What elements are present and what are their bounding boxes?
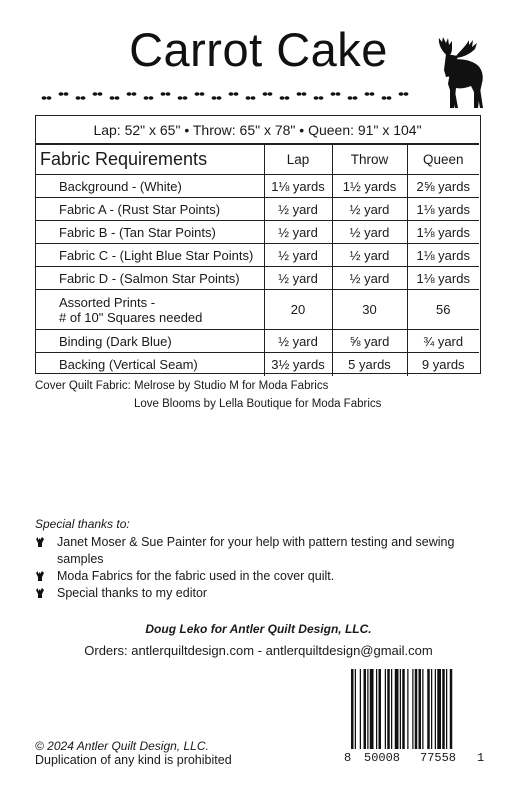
table-row xyxy=(36,175,479,198)
barcode-bar xyxy=(412,669,413,749)
footprint-mark xyxy=(387,96,392,100)
row-lap: ½ yard xyxy=(264,198,332,221)
barcode-bar xyxy=(367,669,368,749)
footprint-mark xyxy=(302,92,307,96)
barcode-bar xyxy=(415,669,418,749)
footprint-mark xyxy=(161,92,166,96)
row-label: Fabric A - (Rust Star Points) xyxy=(36,198,264,221)
barcode-bar xyxy=(387,669,390,749)
footprint-mark xyxy=(42,96,47,100)
thanks-list xyxy=(35,534,455,602)
table-header-label: Fabric Requirements xyxy=(36,145,264,175)
row-lap: 1⅛ yards xyxy=(264,175,332,198)
row-label: Fabric D - (Salmon Star Points) xyxy=(36,267,264,290)
footprint-mark xyxy=(336,92,341,96)
quilt-sizes: Lap: 52" x 65" • Throw: 65" x 78" • Queen: 91" x 104" xyxy=(36,116,479,144)
footprint-mark xyxy=(382,96,387,100)
row-label: Backing (Vertical Seam) xyxy=(36,353,264,376)
barcode-bar xyxy=(446,669,447,749)
barcode-bar xyxy=(402,669,405,749)
footprint-mark xyxy=(246,96,251,100)
footprint-mark xyxy=(365,92,370,96)
footprint-mark xyxy=(166,92,171,96)
barcode-digit-last: 1 xyxy=(477,751,485,765)
footprint-mark xyxy=(127,92,132,96)
barcode xyxy=(351,669,482,749)
row-lap: 20 xyxy=(264,290,332,330)
footprint-mark xyxy=(348,96,353,100)
row-queen: 1⅛ yards xyxy=(407,198,479,221)
barcode-bar xyxy=(351,669,354,749)
antler-bullet-icon xyxy=(35,537,45,547)
footprint-mark xyxy=(64,92,69,96)
table-row xyxy=(36,221,479,244)
footprint-mark xyxy=(263,92,268,96)
footprint-mark xyxy=(93,92,98,96)
barcode-bar xyxy=(450,669,453,749)
list-item xyxy=(35,534,455,568)
table-row xyxy=(36,244,479,267)
row-throw: ⅝ yard xyxy=(332,330,407,353)
barcode-bar xyxy=(355,669,356,749)
footprint-mark xyxy=(234,92,239,96)
cover-fabric-line2: Love Blooms by Lella Boutique for Moda Fabrics xyxy=(134,398,382,410)
barcode-bar xyxy=(370,669,374,749)
footprint-mark xyxy=(200,92,205,96)
row-label: Fabric C - (Light Blue Star Points) xyxy=(36,244,264,267)
row-lap: ½ yard xyxy=(264,244,332,267)
table-row xyxy=(36,198,479,221)
row-throw: ½ yard xyxy=(332,198,407,221)
row-queen: ¾ yard xyxy=(407,330,479,353)
row-label-line2: # of 10" Squares needed xyxy=(59,309,203,325)
row-label: Binding (Dark Blue) xyxy=(36,330,264,353)
footprint-mark xyxy=(47,96,52,100)
footprint-mark xyxy=(110,96,115,100)
barcode-group-right: 77558 xyxy=(420,751,457,765)
row-throw: 5 yards xyxy=(332,353,407,376)
footprint-mark xyxy=(268,92,273,96)
table-header-row xyxy=(36,145,479,175)
thanks-item-text: Special thanks to my editor xyxy=(57,586,208,600)
moose-icon xyxy=(408,36,490,112)
row-label xyxy=(36,290,264,330)
table-row xyxy=(36,330,479,353)
barcode-bar xyxy=(419,669,422,749)
thanks-item-text: Moda Fabrics for the fabric used in the cover quilt. xyxy=(57,569,335,583)
footprint-mark xyxy=(76,96,81,100)
barcode-bar xyxy=(395,669,399,749)
fabric-requirements-box xyxy=(35,115,481,374)
barcode-bar xyxy=(442,669,445,749)
page-title: Carrot Cake xyxy=(129,23,388,76)
footprint-mark xyxy=(81,96,86,100)
row-lap: ½ yard xyxy=(264,267,332,290)
table-header-lap: Lap xyxy=(264,145,332,175)
cover-fabric-line1: Cover Quilt Fabric: Melrose by Studio M for Moda Fabrics xyxy=(35,380,329,392)
fabric-requirements-table xyxy=(36,144,479,376)
footprint-mark xyxy=(353,96,358,100)
footprint-mark xyxy=(217,96,222,100)
footprint-mark xyxy=(251,96,256,100)
barcode-bar xyxy=(364,669,367,749)
footprint-mark xyxy=(212,96,217,100)
footprint-mark xyxy=(370,92,375,96)
thanks-item-text: Janet Moser & Sue Painter for your help with pattern testing and sewing samples xyxy=(57,535,455,566)
row-label: Fabric B - (Tan Star Points) xyxy=(36,221,264,244)
footprint-mark xyxy=(178,96,183,100)
barcode-bar xyxy=(407,669,408,749)
footprint-mark xyxy=(297,92,302,96)
barcode-bar xyxy=(385,669,386,749)
row-throw: ½ yard xyxy=(332,267,407,290)
footprint-mark xyxy=(132,92,137,96)
footprint-track-icon xyxy=(40,90,420,104)
barcode-bar xyxy=(427,669,430,749)
designer-credit: Doug Leko for Antler Quilt Design, LLC. xyxy=(145,622,372,636)
antler-bullet-icon xyxy=(35,588,45,598)
row-queen: 1⅛ yards xyxy=(407,221,479,244)
footprint-mark xyxy=(319,96,324,100)
antler-bullet-icon xyxy=(35,571,45,581)
row-queen: 2⅝ yards xyxy=(407,175,479,198)
footprint-mark xyxy=(331,92,336,96)
barcode-bar xyxy=(422,669,423,749)
barcode-bar xyxy=(431,669,432,749)
table-header-queen: Queen xyxy=(407,145,479,175)
row-lap: ½ yard xyxy=(264,221,332,244)
row-throw: ½ yard xyxy=(332,221,407,244)
footprint-mark xyxy=(195,92,200,96)
table-row xyxy=(36,353,479,376)
barcode-group-left: 50008 xyxy=(364,751,401,765)
row-throw: 30 xyxy=(332,290,407,330)
footprint-mark xyxy=(144,96,149,100)
row-label: Background - (White) xyxy=(36,175,264,198)
barcode-digit-first: 8 xyxy=(344,751,352,765)
barcode-bar xyxy=(391,669,392,749)
row-throw: ½ yard xyxy=(332,244,407,267)
table-row xyxy=(36,290,479,330)
table-header-throw: Throw xyxy=(332,145,407,175)
footprint-mark xyxy=(59,92,64,96)
footprint-mark xyxy=(280,96,285,100)
footprint-mark xyxy=(285,96,290,100)
row-queen: 9 yards xyxy=(407,353,479,376)
footprint-mark xyxy=(115,96,120,100)
barcode-bar xyxy=(400,669,401,749)
thanks-heading: Special thanks to: xyxy=(35,517,130,531)
duplication-notice: Duplication of any kind is prohibited xyxy=(35,753,232,767)
barcode-bar xyxy=(437,669,441,749)
row-lap: 3½ yards xyxy=(264,353,332,376)
footprint-mark xyxy=(404,92,409,96)
table-row xyxy=(36,267,479,290)
footprint-mark xyxy=(149,96,154,100)
row-throw: 1½ yards xyxy=(332,175,407,198)
copyright-line: © 2024 Antler Quilt Design, LLC. xyxy=(35,739,209,753)
row-lap: ½ yard xyxy=(264,330,332,353)
barcode-bar xyxy=(379,669,382,749)
row-queen: 56 xyxy=(407,290,479,330)
barcode-bar xyxy=(360,669,361,749)
list-item xyxy=(35,568,455,585)
footprint-mark xyxy=(314,96,319,100)
orders-contact: Orders: antlerquiltdesign.com - antlerquiltdesign@gmail.com xyxy=(84,643,433,658)
row-label-line1: Assorted Prints - xyxy=(59,294,156,310)
list-item xyxy=(35,585,455,602)
barcode-bar xyxy=(435,669,436,749)
row-queen: 1⅛ yards xyxy=(407,267,479,290)
barcode-bar xyxy=(376,669,377,749)
footprint-mark xyxy=(98,92,103,96)
footprint-mark xyxy=(229,92,234,96)
row-queen: 1⅛ yards xyxy=(407,244,479,267)
footprint-mark xyxy=(183,96,188,100)
footprint-mark xyxy=(399,92,404,96)
